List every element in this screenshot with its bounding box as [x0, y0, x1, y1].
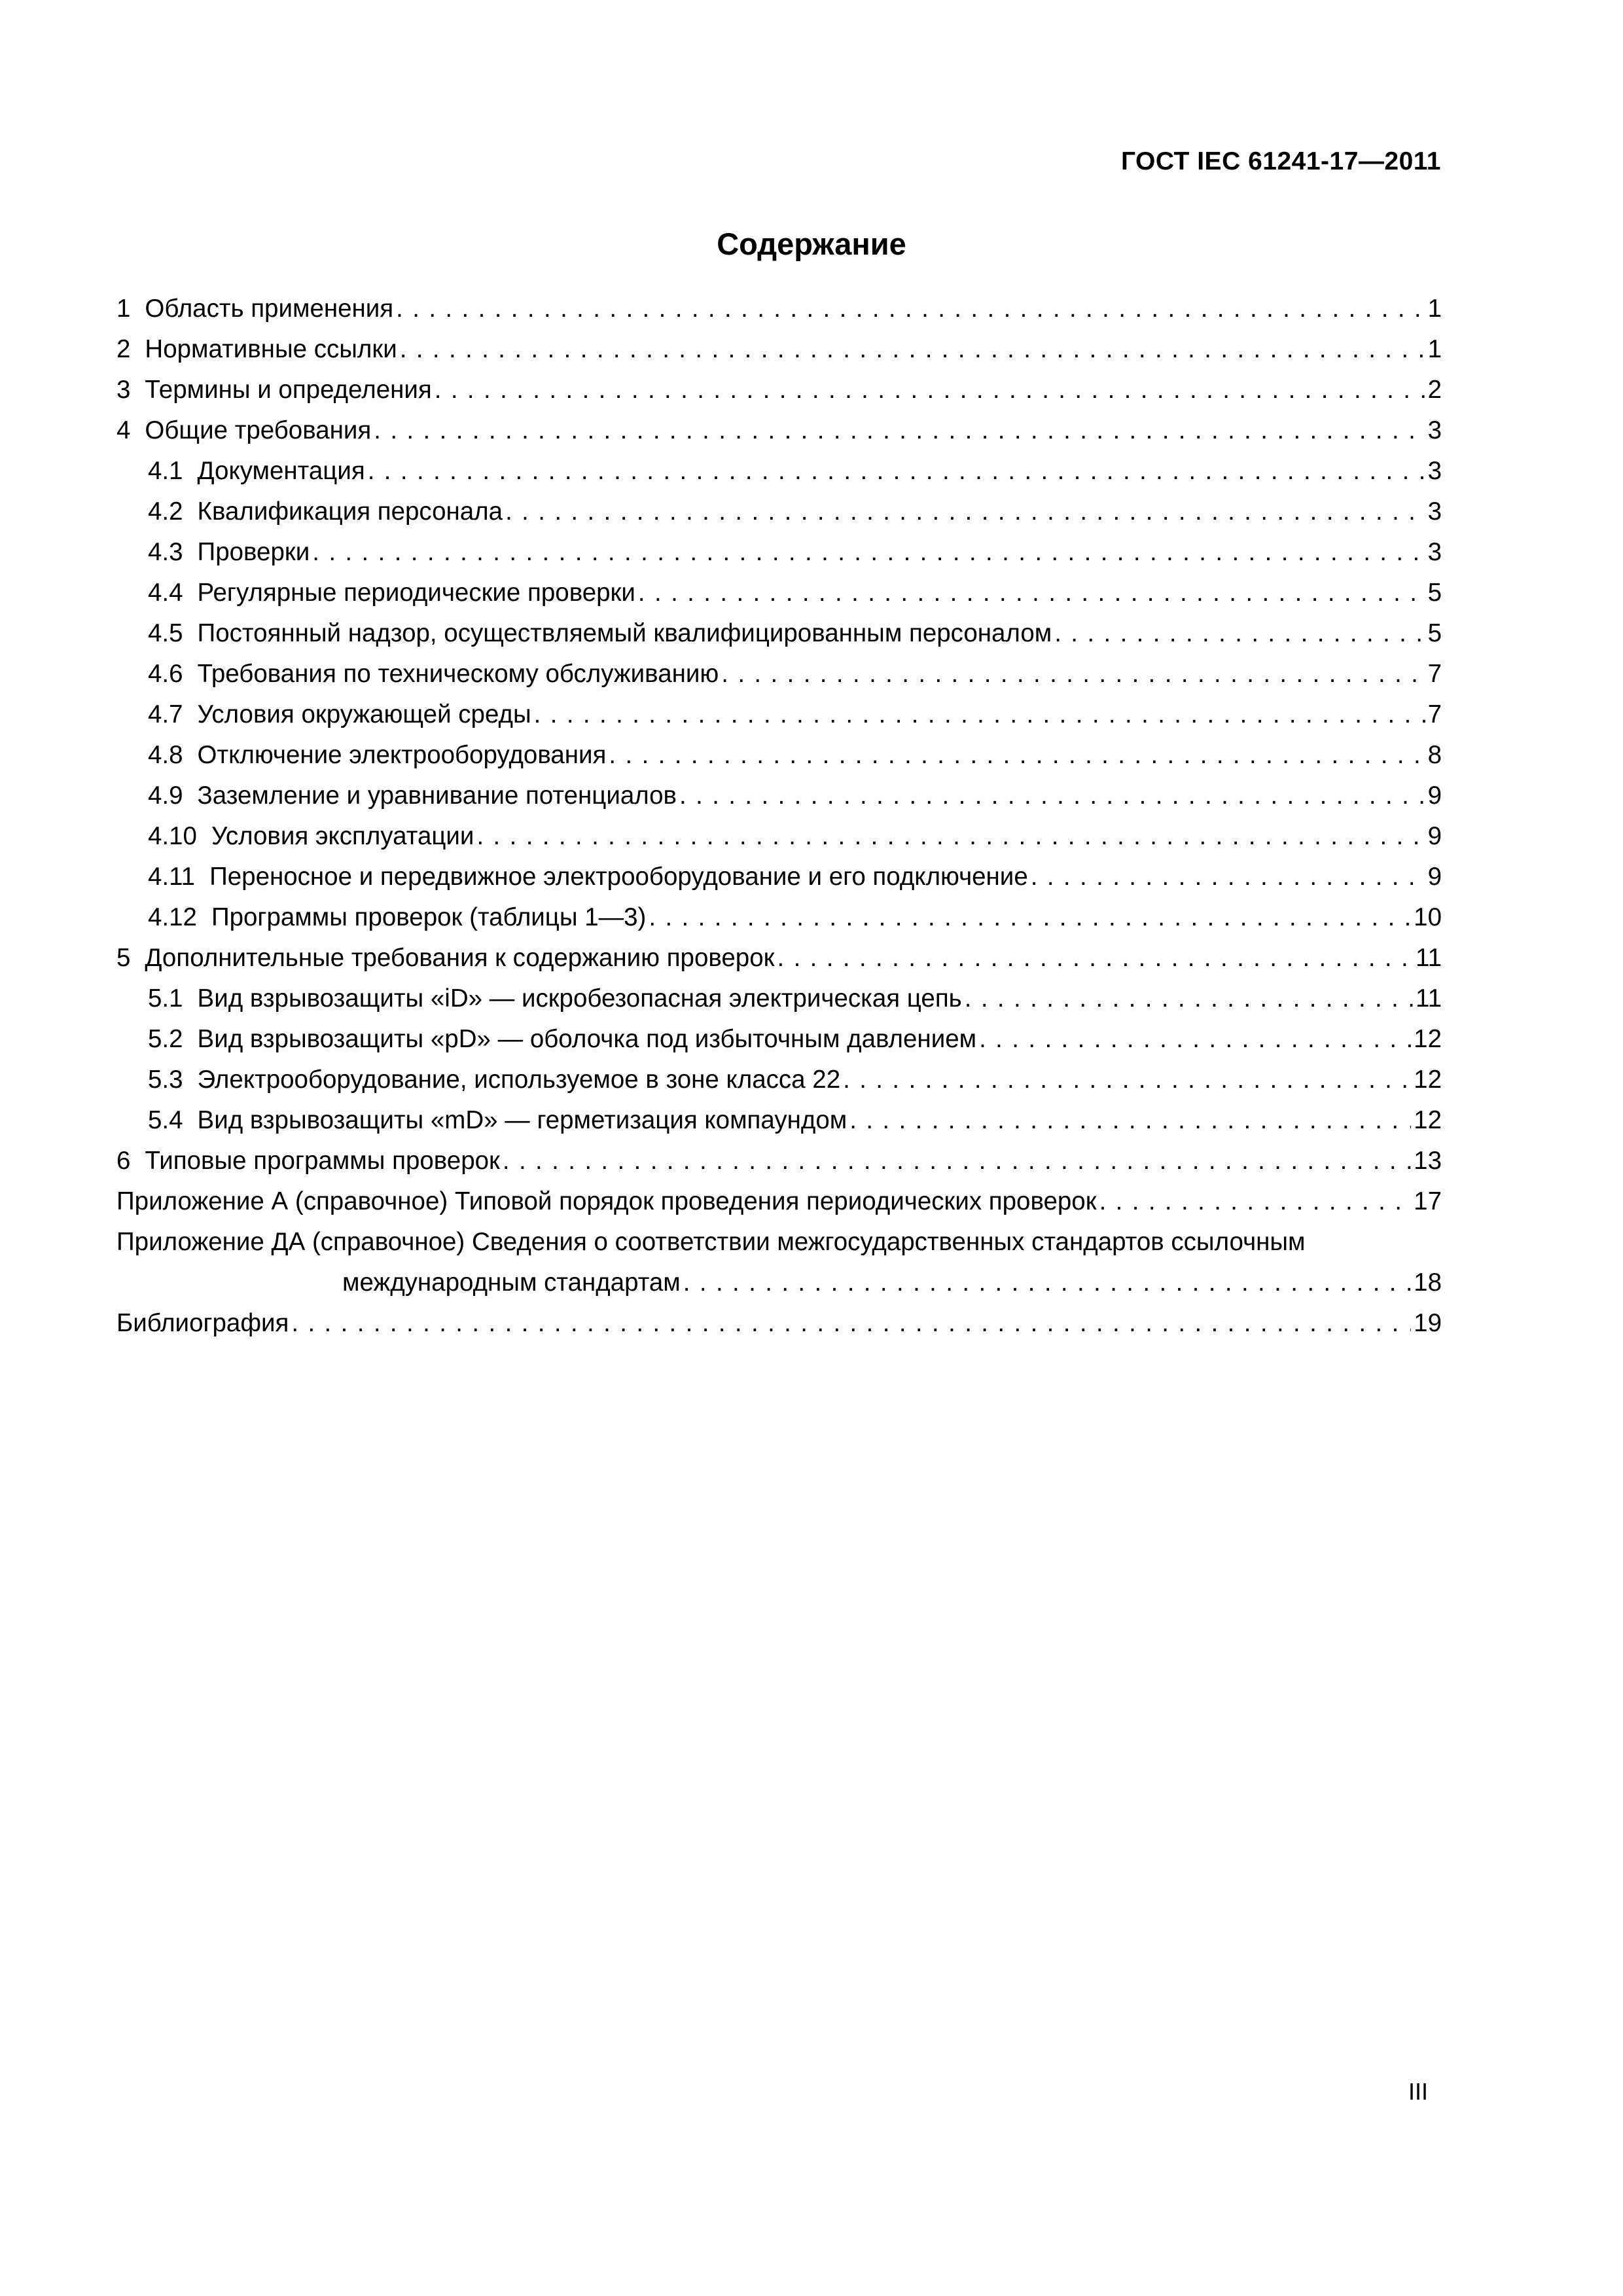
toc-entry[interactable] — [116, 538, 1442, 579]
toc-entry-appendix[interactable] — [116, 1228, 1442, 1268]
toc-entry-number: 4.10 — [148, 822, 197, 850]
toc-entry[interactable] — [116, 295, 1442, 335]
toc-entry-label: Вид взрывозащиты «iD» — искробезопасная электрическая цепь — [197, 984, 962, 1013]
toc-entry-page: 12 — [1414, 1066, 1442, 1094]
toc-entry[interactable] — [116, 416, 1442, 457]
toc-entry-label: международным стандартам — [342, 1268, 681, 1297]
toc-dot-leader — [505, 497, 1425, 526]
toc-dot-leader — [476, 822, 1425, 851]
toc-entry-number: 5.1 — [148, 984, 183, 1013]
table-of-contents — [116, 295, 1442, 1350]
toc-entry-number: 5.3 — [148, 1066, 183, 1094]
toc-entry-label: Библиография — [116, 1309, 289, 1337]
toc-entry-number: 4.12 — [148, 903, 197, 931]
toc-entry-page: 1 — [1427, 335, 1442, 363]
toc-dot-leader — [638, 579, 1425, 607]
toc-dot-leader — [609, 741, 1425, 770]
toc-dot-leader — [849, 1106, 1411, 1135]
toc-entry-label: Типовые программы проверок — [145, 1147, 500, 1175]
toc-entry[interactable] — [116, 741, 1442, 781]
toc-entry-label: Регулярные периодические проверки — [197, 579, 635, 607]
toc-dot-leader — [777, 944, 1413, 973]
toc-entry-appendix[interactable] — [116, 1187, 1442, 1228]
toc-entry[interactable] — [116, 1066, 1442, 1106]
toc-entry-label: Требования по техническому обслуживанию — [197, 660, 719, 688]
toc-entry-appendix-continuation[interactable] — [116, 1268, 1442, 1309]
toc-entry[interactable] — [116, 619, 1442, 660]
toc-entry[interactable] — [116, 1025, 1442, 1066]
toc-entry[interactable] — [116, 1106, 1442, 1147]
toc-entry-label: Вид взрывозащиты «mD» — герметизация компаундом — [197, 1106, 847, 1134]
toc-dot-leader — [368, 457, 1425, 486]
toc-dot-leader — [1031, 863, 1425, 891]
toc-entry-number: 4.4 — [148, 579, 183, 607]
toc-dot-leader — [400, 335, 1425, 364]
toc-entry[interactable] — [116, 984, 1442, 1025]
toc-entry-page: 9 — [1427, 781, 1442, 810]
toc-entry-page: 11 — [1416, 984, 1442, 1013]
toc-dot-leader — [679, 781, 1425, 810]
toc-entry-number: 5 — [116, 944, 131, 972]
toc-entry-number: 4.3 — [148, 538, 183, 566]
toc-entry-number: 4.8 — [148, 741, 183, 769]
toc-entry-page: 3 — [1427, 538, 1442, 566]
toc-title: Содержание — [717, 226, 906, 261]
toc-entry-page: 19 — [1414, 1309, 1442, 1337]
toc-entry-number: 4.6 — [148, 660, 183, 688]
toc-entry[interactable] — [116, 1147, 1442, 1187]
toc-entry-page: 9 — [1427, 822, 1442, 850]
toc-entry-label: Нормативные ссылки — [145, 335, 397, 363]
toc-entry-label: Условия окружающей среды — [197, 700, 531, 728]
toc-entry-number: 5.2 — [148, 1025, 183, 1053]
toc-entry-label: Приложение А (справочное) Типовой порядок проведения периодических проверок — [116, 1187, 1097, 1215]
toc-entry[interactable] — [116, 863, 1442, 903]
toc-dot-leader — [965, 984, 1413, 1013]
toc-entry-page: 7 — [1427, 660, 1442, 688]
toc-entry-page: 3 — [1427, 416, 1442, 444]
toc-entry-number: 2 — [116, 335, 131, 363]
toc-entry[interactable] — [116, 335, 1442, 376]
toc-entry-number: 5.4 — [148, 1106, 183, 1134]
toc-entry[interactable] — [116, 944, 1442, 984]
toc-entry-page: 9 — [1427, 863, 1442, 891]
toc-entry-page: 12 — [1414, 1025, 1442, 1053]
toc-entry[interactable] — [116, 660, 1442, 700]
toc-entry-label: Отключение электрооборудования — [197, 741, 607, 769]
toc-entry-number: 4 — [116, 416, 131, 444]
toc-dot-leader — [721, 660, 1425, 689]
toc-entry-number: 1 — [116, 295, 131, 323]
toc-entry-page: 18 — [1414, 1268, 1442, 1297]
toc-entry-page: 3 — [1427, 497, 1442, 526]
toc-dot-leader — [843, 1066, 1411, 1094]
toc-entry-page: 17 — [1414, 1187, 1442, 1215]
toc-entry-page: 12 — [1414, 1106, 1442, 1134]
toc-dot-leader — [503, 1147, 1411, 1175]
toc-dot-leader — [396, 295, 1425, 323]
toc-entry[interactable] — [116, 781, 1442, 822]
toc-entry-label: Электрооборудование, используемое в зоне класса 22 — [197, 1066, 841, 1094]
toc-dot-leader — [435, 376, 1425, 404]
toc-entry-page: 2 — [1427, 376, 1442, 404]
toc-entry-label: Приложение ДА (справочное) Сведения о соответствии межгосударственных стандартов ссылочным — [116, 1228, 1306, 1256]
toc-entry-page: 8 — [1427, 741, 1442, 769]
toc-entry-label: Дополнительные требования к содержанию проверок — [145, 944, 775, 972]
toc-entry-label: Термины и определения — [145, 376, 432, 404]
toc-entry-page: 5 — [1427, 579, 1442, 607]
toc-dot-leader — [374, 416, 1425, 445]
toc-dot-leader — [649, 903, 1411, 932]
toc-entry-label: Квалификация персонала — [197, 497, 503, 526]
toc-entry-page: 1 — [1427, 295, 1442, 323]
toc-entry-number: 6 — [116, 1147, 131, 1175]
toc-entry[interactable] — [116, 822, 1442, 863]
toc-entry-label: Проверки — [197, 538, 310, 566]
toc-entry-number: 4.1 — [148, 457, 183, 485]
toc-entry-label: Вид взрывозащиты «pD» — оболочка под избыточным давлением — [197, 1025, 977, 1053]
toc-dot-leader — [1054, 619, 1425, 648]
toc-dot-leader — [291, 1309, 1411, 1338]
toc-entry-label: Постоянный надзор, осуществляемый квалифицированным персоналом — [197, 619, 1052, 647]
toc-entry-label: Программы проверок (таблицы 1—3) — [211, 903, 647, 931]
toc-entry[interactable] — [116, 497, 1442, 538]
toc-dot-leader — [1099, 1187, 1412, 1216]
toc-entry[interactable] — [116, 376, 1442, 416]
toc-entry[interactable] — [116, 700, 1442, 741]
toc-entry-bibliography[interactable] — [116, 1309, 1442, 1350]
toc-entry-label: Общие требования — [145, 416, 372, 444]
toc-entry-label: Область применения — [145, 295, 394, 323]
toc-dot-leader — [534, 700, 1425, 729]
toc-entry-number: 3 — [116, 376, 131, 404]
toc-entry[interactable] — [116, 903, 1442, 944]
toc-entry-page: 11 — [1416, 944, 1442, 972]
toc-entry-label: Заземление и уравнивание потенциалов — [197, 781, 677, 810]
document-standard-code: ГОСТ IEC 61241-17—2011 — [1120, 147, 1441, 175]
toc-entry-number: 4.5 — [148, 619, 183, 647]
page-number: III — [1408, 2078, 1428, 2105]
toc-dot-leader — [683, 1268, 1411, 1297]
toc-entry-label: Документация — [197, 457, 365, 485]
toc-dot-leader — [312, 538, 1425, 567]
toc-entry-page: 7 — [1427, 700, 1442, 728]
toc-entry-page: 13 — [1414, 1147, 1442, 1175]
toc-entry-number: 4.9 — [148, 781, 183, 810]
toc-entry[interactable] — [116, 457, 1442, 497]
toc-entry[interactable] — [116, 579, 1442, 619]
toc-entry-page: 10 — [1414, 903, 1442, 931]
toc-entry-number: 4.7 — [148, 700, 183, 728]
toc-dot-leader — [979, 1025, 1411, 1054]
toc-entry-page: 3 — [1427, 457, 1442, 485]
toc-entry-number: 4.2 — [148, 497, 183, 526]
toc-entry-page: 5 — [1427, 619, 1442, 647]
toc-entry-number: 4.11 — [148, 863, 196, 891]
toc-entry-label: Условия эксплуатации — [211, 822, 474, 850]
toc-entry-label: Переносное и передвижное электрооборудование и его подключение — [209, 863, 1028, 891]
